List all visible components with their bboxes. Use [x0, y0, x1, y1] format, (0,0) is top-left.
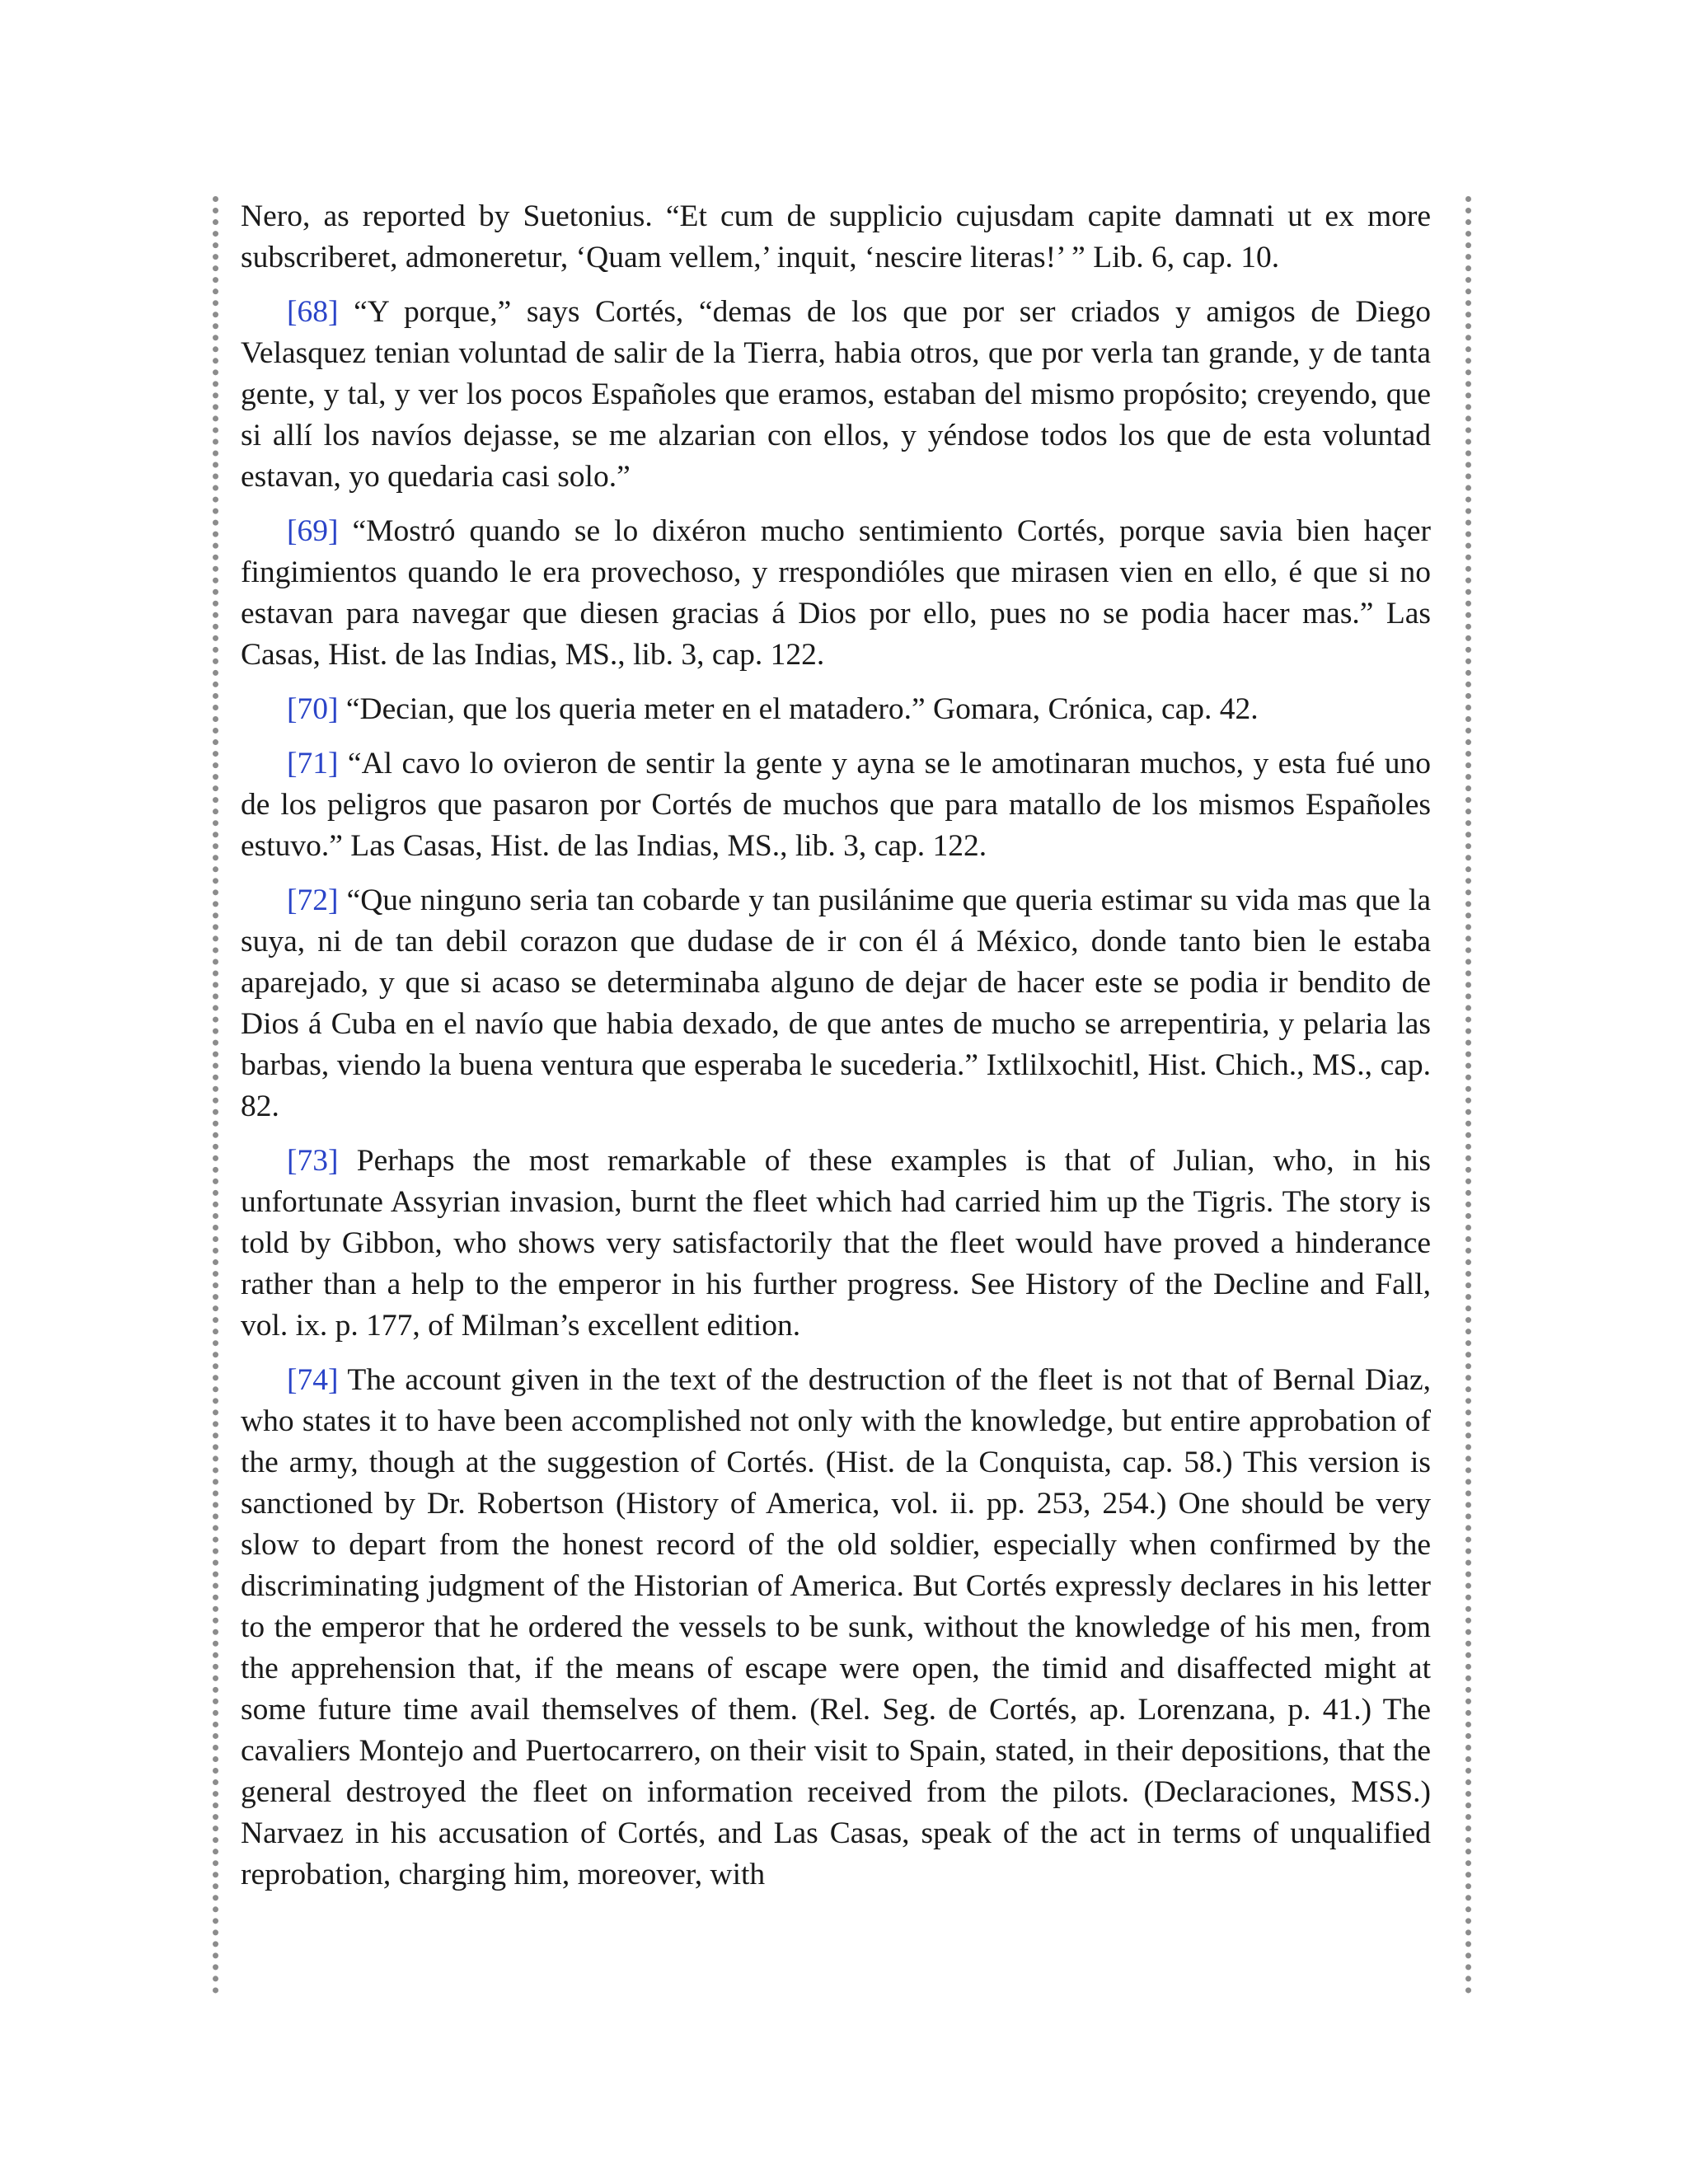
- footnote-70: [241, 689, 1431, 730]
- footnote-text: “Y porque,” says Cortés, “demas de los que por ser criados y amigos de Diego Velasquez tenian voluntad de salir de la Tierra, habia otros, que por verla tan grande, y de tanta gente, y tal, y ver los pocos Españoles que eramos, estaban del mismo propósito; creyendo, que si allí los navíos dejasse, se me alzarian con ellos, y yéndose todos los que de esta voluntad estavan, yo quedaria casi solo.”: [241, 295, 1431, 494]
- footnote-68: [241, 292, 1431, 498]
- footnote-text: “Al cavo lo ovieron de sentir la gente y ayna se le amotinaran muchos, y esta fué uno de los peligros que pasaron por Cortés de muchos que para matallo de los mismos Españoles estuvo.” Las Casas, Hist. de las Indias, MS., lib. 3, cap. 122.: [241, 747, 1431, 863]
- left-margin-rule: [213, 196, 218, 1994]
- footnote-text: Perhaps the most remarkable of these examples is that of Julian, who, in his unfortunate Assyrian invasion, burnt the fleet which had carried him up the Tigris. The story is told by Gibbon, who shows very satisfactorily that the fleet would have proved a hinderance rather than a help to the emperor in his further progress. See History of the Decline and Fall, vol. ix. p. 177, of Milman’s excellent edition.: [241, 1144, 1431, 1343]
- footnotes-block: [241, 196, 1431, 1909]
- continued-footnote: Nero, as reported by Suetonius. “Et cum de supplicio cujusdam capite damnati ut ex more subscriberet, admoneretur, ‘Quam vellem,’ inquit, ‘nescire literas!’ ” Lib. 6, cap. 10.: [241, 199, 1431, 274]
- footnote-ref-link[interactable]: [69]: [287, 514, 339, 548]
- footnote-ref-link[interactable]: [72]: [287, 883, 339, 917]
- footnote-ref-link[interactable]: [74]: [287, 1363, 339, 1397]
- footnote-69: [241, 511, 1431, 676]
- footnote-text: “Que ninguno seria tan cobarde y tan pusilánime que queria estimar su vida mas que la suya, ni de tan debil corazon que dudase de ir con él á México, donde tanto bien le estaba aparejado, y que si acaso se determinaba alguno de dejar de hacer este se podia ir bendito de Dios á Cuba en el navío que habia dexado, de que antes de mucho se arrepentiria, y pelaria las barbas, viendo la buena ventura que esperaba le sucederia.” Ixtlilxochitl, Hist. Chich., MS., cap. 82.: [241, 883, 1431, 1123]
- footnote-text: The account given in the text of the destruction of the fleet is not that of Bernal Diaz, who states it to have been accomplished not only with the knowledge, but entire approbation of the army, though at the suggestion of Cortés. (Hist. de la Conquista, cap. 58.) This version is sanctioned by Dr. Robertson (History of America, vol. ii. pp. 253, 254.) One should be very slow to depart from the honest record of the old soldier, especially when confirmed by the discriminating judgment of the Historian of America. But Cortés expressly declares in his letter to the emperor that he ordered the vessels to be sunk, without the knowledge of his men, from the apprehension that, if the means of escape were open, the timid and disaffected might at some future time avail themselves of them. (Rel. Seg. de Cortés, ap. Lorenzana, p. 41.) The cavaliers Montejo and Puertocarrero, on their visit to Spain, stated, in their depositions, that the general destroyed the fleet on information received from the pilots. (Declaraciones, MSS.) Narvaez in his accusation of Cortés, and Las Casas, speak of the act in terms of unqualified reprobation, charging him, moreover, with: [241, 1363, 1431, 1891]
- footnote-text: “Mostró quando se lo dixéron mucho sentimiento Cortés, porque savia bien haçer fingimientos quando le era provechoso, y rrespondióles que mirasen vien en ello, é que si no estavan para navegar que diesen gracias á Dios por ello, pues no se podia hacer mas.” Las Casas, Hist. de las Indias, MS., lib. 3, cap. 122.: [241, 514, 1431, 672]
- footnote-71: [241, 743, 1431, 867]
- footnote-74: [241, 1360, 1431, 1896]
- footnote-73: [241, 1141, 1431, 1347]
- footnote-ref-link[interactable]: [71]: [287, 747, 339, 780]
- footnote-ref-link[interactable]: [70]: [287, 692, 339, 726]
- footnote-text: “Decian, que los queria meter en el matadero.” Gomara, Crónica, cap. 42.: [338, 692, 1259, 726]
- footnote-ref-link[interactable]: [73]: [287, 1144, 339, 1178]
- footnote-72: [241, 880, 1431, 1127]
- footnote-ref-link[interactable]: [68]: [287, 295, 339, 329]
- right-margin-rule: [1465, 196, 1471, 1994]
